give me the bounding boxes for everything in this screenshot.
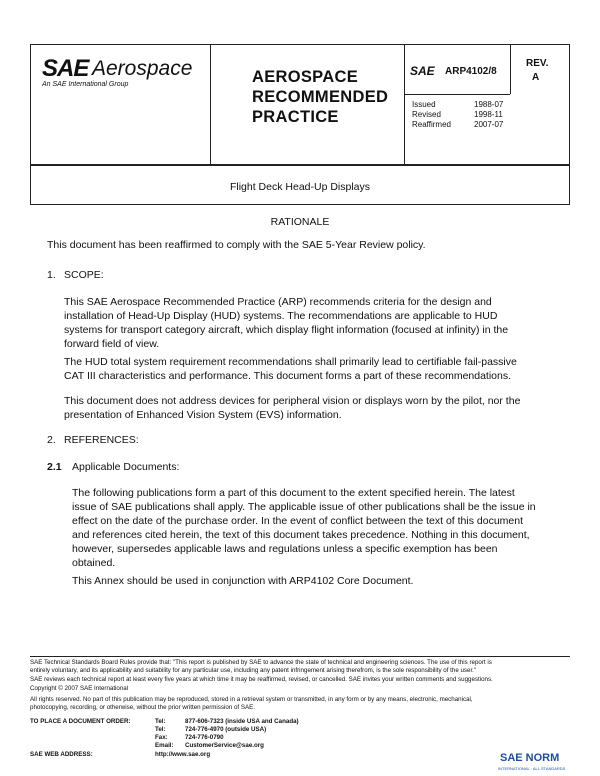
text-line: This document does not address devices for peripheral vision or displays worn by the pilot, nor the bbox=[64, 395, 521, 407]
sae-norm-logo: SAE NORM bbox=[500, 752, 560, 764]
text-line: presentation of Enhanced Vision System (EVS) information. bbox=[64, 409, 342, 421]
text-line: forward field of view. bbox=[64, 338, 160, 350]
revision-label: REV. bbox=[526, 58, 549, 69]
text-line: effect on the date of the purchase order. In the event of conflict between the text of this document bbox=[72, 515, 524, 527]
header-divider bbox=[510, 44, 511, 94]
text-line: CAT III characteristics and performance. This document forms a part of these recommendations. bbox=[64, 370, 512, 382]
sae-logo: SAE bbox=[42, 55, 89, 82]
meta-value: 2007-07 bbox=[474, 120, 504, 129]
header-divider bbox=[210, 44, 211, 165]
text-line: obtained. bbox=[72, 557, 116, 569]
title-line: AEROSPACE bbox=[252, 68, 358, 86]
footer-notice bbox=[30, 659, 570, 712]
section-number: 2. bbox=[47, 434, 56, 446]
subsection-number: 2.1 bbox=[47, 461, 62, 473]
footer-line: photocopying, recording, or otherwise, without the prior written permission of SAE. bbox=[30, 704, 255, 711]
subsection-heading: Applicable Documents: bbox=[72, 461, 180, 473]
document-number: ARP4102/8 bbox=[445, 66, 497, 77]
meta-value: 1988-07 bbox=[474, 100, 504, 109]
footer-line: SAE reviews each technical report at least every five years at which time it may be reaffirmed, revised, or cancelled. SAE invites your written comments and suggestions. bbox=[30, 676, 493, 683]
logo-subtitle: An SAE International Group bbox=[42, 81, 129, 88]
header-divider bbox=[404, 94, 510, 95]
title-line: RECOMMENDED bbox=[252, 88, 389, 106]
meta-value: 1998-11 bbox=[474, 110, 503, 119]
text-line: installation of Head-Up Display (HUD) systems. The recommendations are applicable to HUD bbox=[64, 310, 498, 322]
meta-label: Issued bbox=[412, 100, 436, 109]
contact-value[interactable]: 724-776-0790 bbox=[185, 734, 224, 741]
text-line: issue of SAE publications shall apply. The applicable issue of other publications shall be the issue in bbox=[72, 501, 536, 513]
web-link[interactable]: http://www.sae.org bbox=[155, 751, 211, 758]
references-paragraph bbox=[72, 486, 536, 570]
scope-paragraph bbox=[64, 394, 520, 422]
contact-label: Tel: bbox=[155, 726, 166, 733]
meta-issued bbox=[412, 100, 508, 109]
meta-reaffirmed bbox=[412, 120, 508, 129]
header-divider bbox=[404, 44, 405, 165]
document-type-title bbox=[252, 67, 388, 127]
document-title: Flight Deck Head-Up Displays bbox=[229, 181, 371, 193]
order-label: TO PLACE A DOCUMENT ORDER: bbox=[30, 718, 131, 725]
scope-paragraph bbox=[64, 295, 508, 351]
meta-label: Reaffirmed bbox=[412, 120, 451, 129]
text-line: This Annex should be used in conjunction with ARP4102 Core Document. bbox=[72, 575, 414, 587]
text-line: and references cited herein, the text of this document takes precedence. Nothing in this document, bbox=[72, 529, 530, 541]
rationale-text: This document has been reaffirmed to comply with the SAE 5-Year Review policy. bbox=[47, 239, 426, 251]
section-number: 1. bbox=[47, 269, 56, 281]
aerospace-logo-text: Aerospace bbox=[92, 57, 193, 80]
references-paragraph bbox=[72, 574, 413, 588]
web-label: SAE WEB ADDRESS: bbox=[30, 751, 93, 758]
text-line: The following publications form a part of this document to the extent specified herein. The latest bbox=[72, 487, 515, 499]
text-line: however, supersedes applicable laws and regulations unless a specific exemption has been bbox=[72, 543, 498, 555]
email-link[interactable]: CustomerService@sae.org bbox=[185, 742, 264, 749]
sae-small-logo: SAE bbox=[410, 64, 435, 78]
meta-label: Revised bbox=[412, 110, 441, 119]
footer-line: entirely voluntary, and its applicability and suitability for any particular use, including any patent infringement arising therefrom, is the sole responsibility of the user." bbox=[30, 667, 477, 674]
footer-line: Copyright © 2007 SAE International bbox=[30, 685, 129, 692]
footer-rule bbox=[30, 656, 570, 657]
text-line: systems for transport category aircraft, which display flight information (focused at infinity) in the bbox=[64, 324, 509, 336]
scope-paragraph bbox=[64, 355, 517, 383]
sae-norm-subtext: INTERNATIONAL · ALL STANDARDS bbox=[498, 766, 566, 771]
meta-revised bbox=[412, 110, 508, 119]
section-heading: REFERENCES: bbox=[64, 434, 139, 446]
contact-value[interactable]: 877-606-7323 (inside USA and Canada) bbox=[185, 718, 299, 725]
contact-label: Fax: bbox=[155, 734, 168, 741]
footer-line: All rights reserved. No part of this publication may be reproduced, stored in a retrieval system or transmitted, in any form or by any means, electronic, mechanical, bbox=[30, 696, 473, 703]
section-heading: SCOPE: bbox=[64, 269, 104, 281]
title-line: PRACTICE bbox=[252, 108, 339, 126]
footer-line: SAE Technical Standards Board Rules provide that: "This report is published by SAE to advance the state of technical and engineering sciences. The use of this report is bbox=[30, 659, 492, 666]
contact-value[interactable]: 724-776-4970 (outside USA) bbox=[185, 726, 267, 733]
contact-label: Email: bbox=[155, 742, 174, 749]
contact-label: Tel: bbox=[155, 718, 166, 725]
revision-value: A bbox=[532, 72, 540, 83]
rationale-heading: RATIONALE bbox=[270, 216, 330, 228]
text-line: The HUD total system requirement recommendations shall primarily lead to certifiable fail-passive bbox=[64, 356, 517, 368]
text-line: This SAE Aerospace Recommended Practice (ARP) recommends criteria for the design and bbox=[64, 296, 492, 308]
